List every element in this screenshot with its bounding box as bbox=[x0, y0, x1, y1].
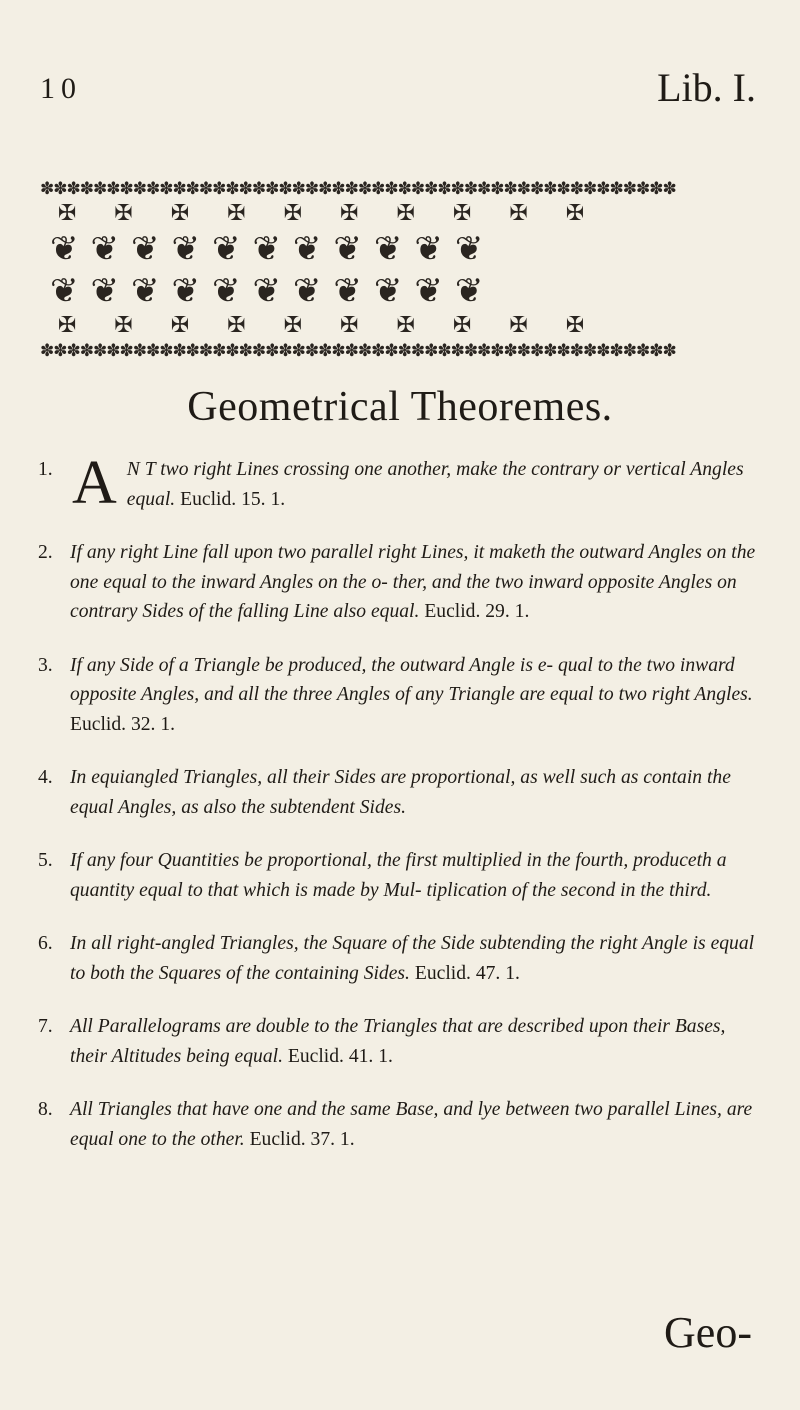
theorem-text: If any right Line fall upon two parallel right Lines, it maketh the outward Angles on the one equal to the inward Angles on the o- ther, and the two inward opposite Angles on contrary Sides of the falling Line also equal. bbox=[70, 542, 756, 622]
ornament-motif-row-2: ❦❦❦❦❦❦❦❦❦❦❦ bbox=[50, 271, 496, 311]
euclid-reference: Euclid. 41. 1. bbox=[287, 1045, 393, 1067]
euclid-reference: Euclid. 37. 1. bbox=[249, 1128, 355, 1150]
theorem-text: If any four Quantities be proportional, the first multiplied in the fourth, produceth a quantity equal to that which is made by Mul- tiplication of the second in the third. bbox=[70, 850, 727, 901]
theorem-text: N T two right Lines crossing one another, make the contrary or vertical Angles equal. bbox=[126, 459, 744, 510]
theorem-text: All Triangles that have one and the same Base, and lye between two parallel Lines, are equal one to the other. bbox=[70, 1099, 753, 1150]
theorem-number: 1. bbox=[38, 459, 53, 480]
ornament-star-row-bottom: ✽✽✽✽✽✽✽✽✽✽✽✽✽✽✽✽✽✽✽✽✽✽✽✽✽✽✽✽✽✽✽✽✽✽✽✽✽✽✽✽✽✽✽✽✽✽✽✽ bbox=[40, 341, 676, 361]
euclid-reference: Euclid. 15. 1. bbox=[180, 488, 286, 510]
theorem-item bbox=[38, 651, 760, 740]
theorem-item bbox=[38, 1095, 760, 1154]
theorem-number: 3. bbox=[38, 654, 53, 676]
catchword: Geo- bbox=[664, 1308, 752, 1357]
running-head: Lib. I. bbox=[657, 65, 756, 110]
ornament-motif-row-1: ❦❦❦❦❦❦❦❦❦❦❦ bbox=[50, 229, 496, 269]
theorem-number: 6. bbox=[38, 933, 53, 954]
euclid-reference: Euclid. 32. 1. bbox=[70, 713, 176, 735]
page-title: Geometrical Theoremes. bbox=[187, 384, 613, 430]
page-number: 10 bbox=[40, 72, 82, 105]
ornament-small-row-bottom: ✠✠✠✠✠✠✠✠✠✠ bbox=[58, 313, 623, 338]
theorem-item bbox=[38, 1012, 760, 1071]
theorem-item bbox=[38, 538, 760, 627]
ornament-small-row-top: ✠✠✠✠✠✠✠✠✠✠ bbox=[58, 201, 623, 226]
euclid-reference: Euclid. 29. 1. bbox=[424, 601, 530, 622]
theorem-item bbox=[38, 929, 760, 988]
theorem-text: All Parallelograms are double to the Triangles that are described upon their Bases, their Altitudes being equal. bbox=[70, 1016, 726, 1067]
theorem-list bbox=[38, 449, 760, 1178]
theorem-text: In equiangled Triangles, all their Sides are proportional, as well such as contain the equal Angles, as also the subtendent Sides. bbox=[70, 767, 731, 818]
theorem-number: 2. bbox=[38, 542, 53, 563]
euclid-reference: Euclid. 47. 1. bbox=[414, 962, 520, 984]
theorem-item bbox=[38, 763, 760, 822]
theorem-number: 7. bbox=[38, 1016, 53, 1037]
ornamental-headpiece bbox=[40, 178, 762, 361]
ornament-star-row-top: ✽✽✽✽✽✽✽✽✽✽✽✽✽✽✽✽✽✽✽✽✽✽✽✽✽✽✽✽✽✽✽✽✽✽✽✽✽✽✽✽✽✽✽✽✽✽✽✽ bbox=[40, 179, 676, 199]
theorem-text: In all right-angled Triangles, the Square of the Side subtending the right Angle is equal to both the Squares of the containing Sides. bbox=[70, 933, 755, 984]
theorem-text: If any Side of a Triangle be produced, the outward Angle is e- qual to the two inward opposite Angles, and all the three Angles of any Triangle are equal to two right Angles. bbox=[70, 654, 753, 705]
page-header bbox=[0, 58, 800, 118]
theorem-number: 5. bbox=[38, 850, 53, 871]
theorem-number: 8. bbox=[38, 1099, 53, 1120]
theorem-number: 4. bbox=[38, 767, 53, 788]
theorem-item bbox=[38, 846, 760, 905]
drop-capital: A bbox=[72, 449, 117, 517]
theorem-item bbox=[38, 449, 760, 517]
